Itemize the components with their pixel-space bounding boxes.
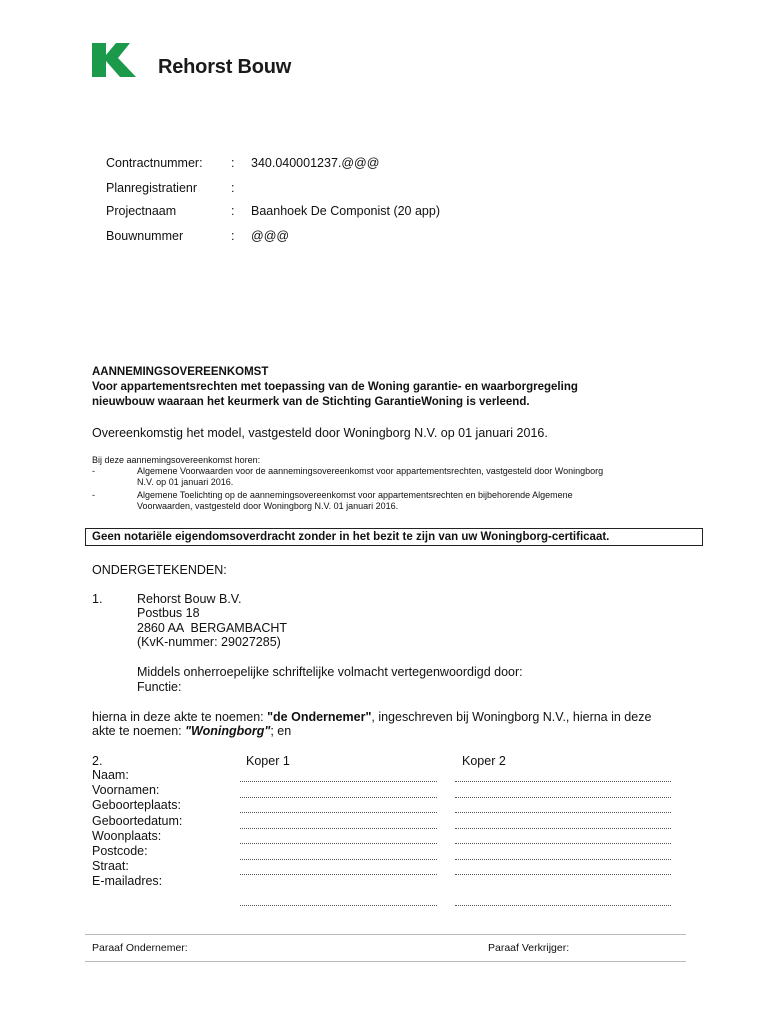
party-1-represented-by: Middels onherroepelijke schriftelijke volmacht vertegenwoordigd door: [137,665,523,679]
field-label-geboortedatum: Geboortedatum: [92,813,183,828]
field-label-postcode: Postcode: [92,843,148,858]
buyer-2-header: Koper 2 [462,754,506,768]
buyer-1-email-field[interactable] [240,905,437,906]
hereinafter-line-1 [92,710,651,724]
buyer-1-woonplaats-field[interactable] [240,843,437,844]
buyer-2-email-field[interactable] [455,905,671,906]
party-1-kvk: (KvK-nummer: 29027285) [137,635,281,649]
paraaf-verkrijger-label: Paraaf Verkrijger: [488,942,570,954]
buyer-1-naam-field[interactable] [240,781,437,782]
certificate-notice-box [85,528,703,546]
info-separator: : [231,181,235,195]
party-1-address-line: Postbus 18 [137,606,200,620]
rehorst-logo-icon [92,43,136,77]
buyer-2-geboortedatum-field[interactable] [455,828,671,829]
document-title: AANNEMINGSOVEREENKOMST [92,366,269,378]
info-label: Bouwnummer [106,229,184,243]
attachments-intro: Bij deze aannemingsovereenkomst horen: [92,455,261,465]
buyer-1-straat-field[interactable] [240,874,437,875]
certificate-notice-text: Geen notariële eigendomsoverdracht zonder in het bezit te zijn van uw Woningborg-certificaat. [92,531,610,543]
attachment-item-line: Algemene Voorwaarden voor de aannemingsovereenkomst voor appartementsrechten, vastgesteld door Woningborg [137,466,604,476]
buyer-2-voornamen-field[interactable] [455,797,671,798]
buyer-2-woonplaats-field[interactable] [455,843,671,844]
term-woningborg: "Woningborg" [185,724,271,738]
undersigned-heading: ONDERGETEKENDEN: [92,563,227,577]
hereinafter-text: , ingeschreven bij Woningborg N.V., hierna in deze [371,710,652,724]
info-label: Planregistratienr [106,181,198,195]
buyer-1-voornamen-field[interactable] [240,797,437,798]
buyer-2-postcode-field[interactable] [455,859,671,860]
info-value: @@@ [251,229,290,243]
term-ondernemer: "de Ondernemer" [267,710,372,724]
party-2-number: 2. [92,754,103,768]
attachment-bullet: - [92,466,95,476]
buyer-1-header: Koper 1 [246,754,290,768]
hereinafter-text: hierna in deze akte te noemen: [92,710,268,724]
info-separator: : [231,229,235,243]
attachment-bullet: - [92,490,95,500]
paraaf-ondernemer-label: Paraaf Ondernemer: [92,942,188,954]
buyer-1-geboorteplaats-field[interactable] [240,812,437,813]
hereinafter-text: ; en [270,724,292,738]
info-label: Contractnummer: [106,156,203,170]
field-label-voornamen: Voornamen: [92,783,160,798]
party-1-number: 1. [92,592,103,606]
document-subtitle-line-1: Voor appartementsrechten met toepassing van de Woning garantie- en waarborgregeling [92,381,578,393]
attachment-item-line: Voorwaarden, vastgesteld door Woningborg N.V. 01 januari 2016. [137,501,399,511]
brand-name: Rehorst Bouw [158,56,292,78]
field-label-woonplaats: Woonplaats: [92,828,162,843]
info-value: Baanhoek De Componist (20 app) [251,204,441,218]
attachment-item-line: N.V. op 01 januari 2016. [137,477,234,487]
party-1-address-line: 2860 AA BERGAMBACHT [137,621,288,635]
buyer-1-geboortedatum-field[interactable] [240,828,437,829]
buyer-2-naam-field[interactable] [455,781,671,782]
buyer-2-straat-field[interactable] [455,874,671,875]
party-2-field-labels [92,768,182,890]
attachment-item-line: Algemene Toelichting op de aannemingsovereenkomst voor appartementsrechten en bijbehorende Algemene [137,490,573,500]
info-value: 340.040001237.@@@ [251,156,380,170]
field-label-geboorteplaats: Geboorteplaats: [92,798,181,813]
footer-bottom-rule [85,961,686,962]
party-1-function-label: Functie: [137,680,182,694]
party-1-company: Rehorst Bouw B.V. [137,592,242,606]
buyer-1-postcode-field[interactable] [240,859,437,860]
field-label-straat: Straat: [92,859,129,874]
field-label-email: E-mailadres: [92,874,163,889]
document-subtitle-line-2: nieuwbouw waaraan het keurmerk van de Stichting GarantieWoning is verleend. [92,396,530,408]
footer-top-rule [85,934,686,935]
model-statement: Overeenkomstig het model, vastgesteld door Woningborg N.V. op 01 januari 2016. [92,426,548,440]
info-separator: : [231,204,235,218]
info-separator: : [231,156,235,170]
buyer-2-geboorteplaats-field[interactable] [455,812,671,813]
hereinafter-text: akte te noemen: [92,724,186,738]
field-label-naam: Naam: [92,768,129,782]
info-label: Projectnaam [106,204,177,218]
hereinafter-line-2 [92,724,291,738]
